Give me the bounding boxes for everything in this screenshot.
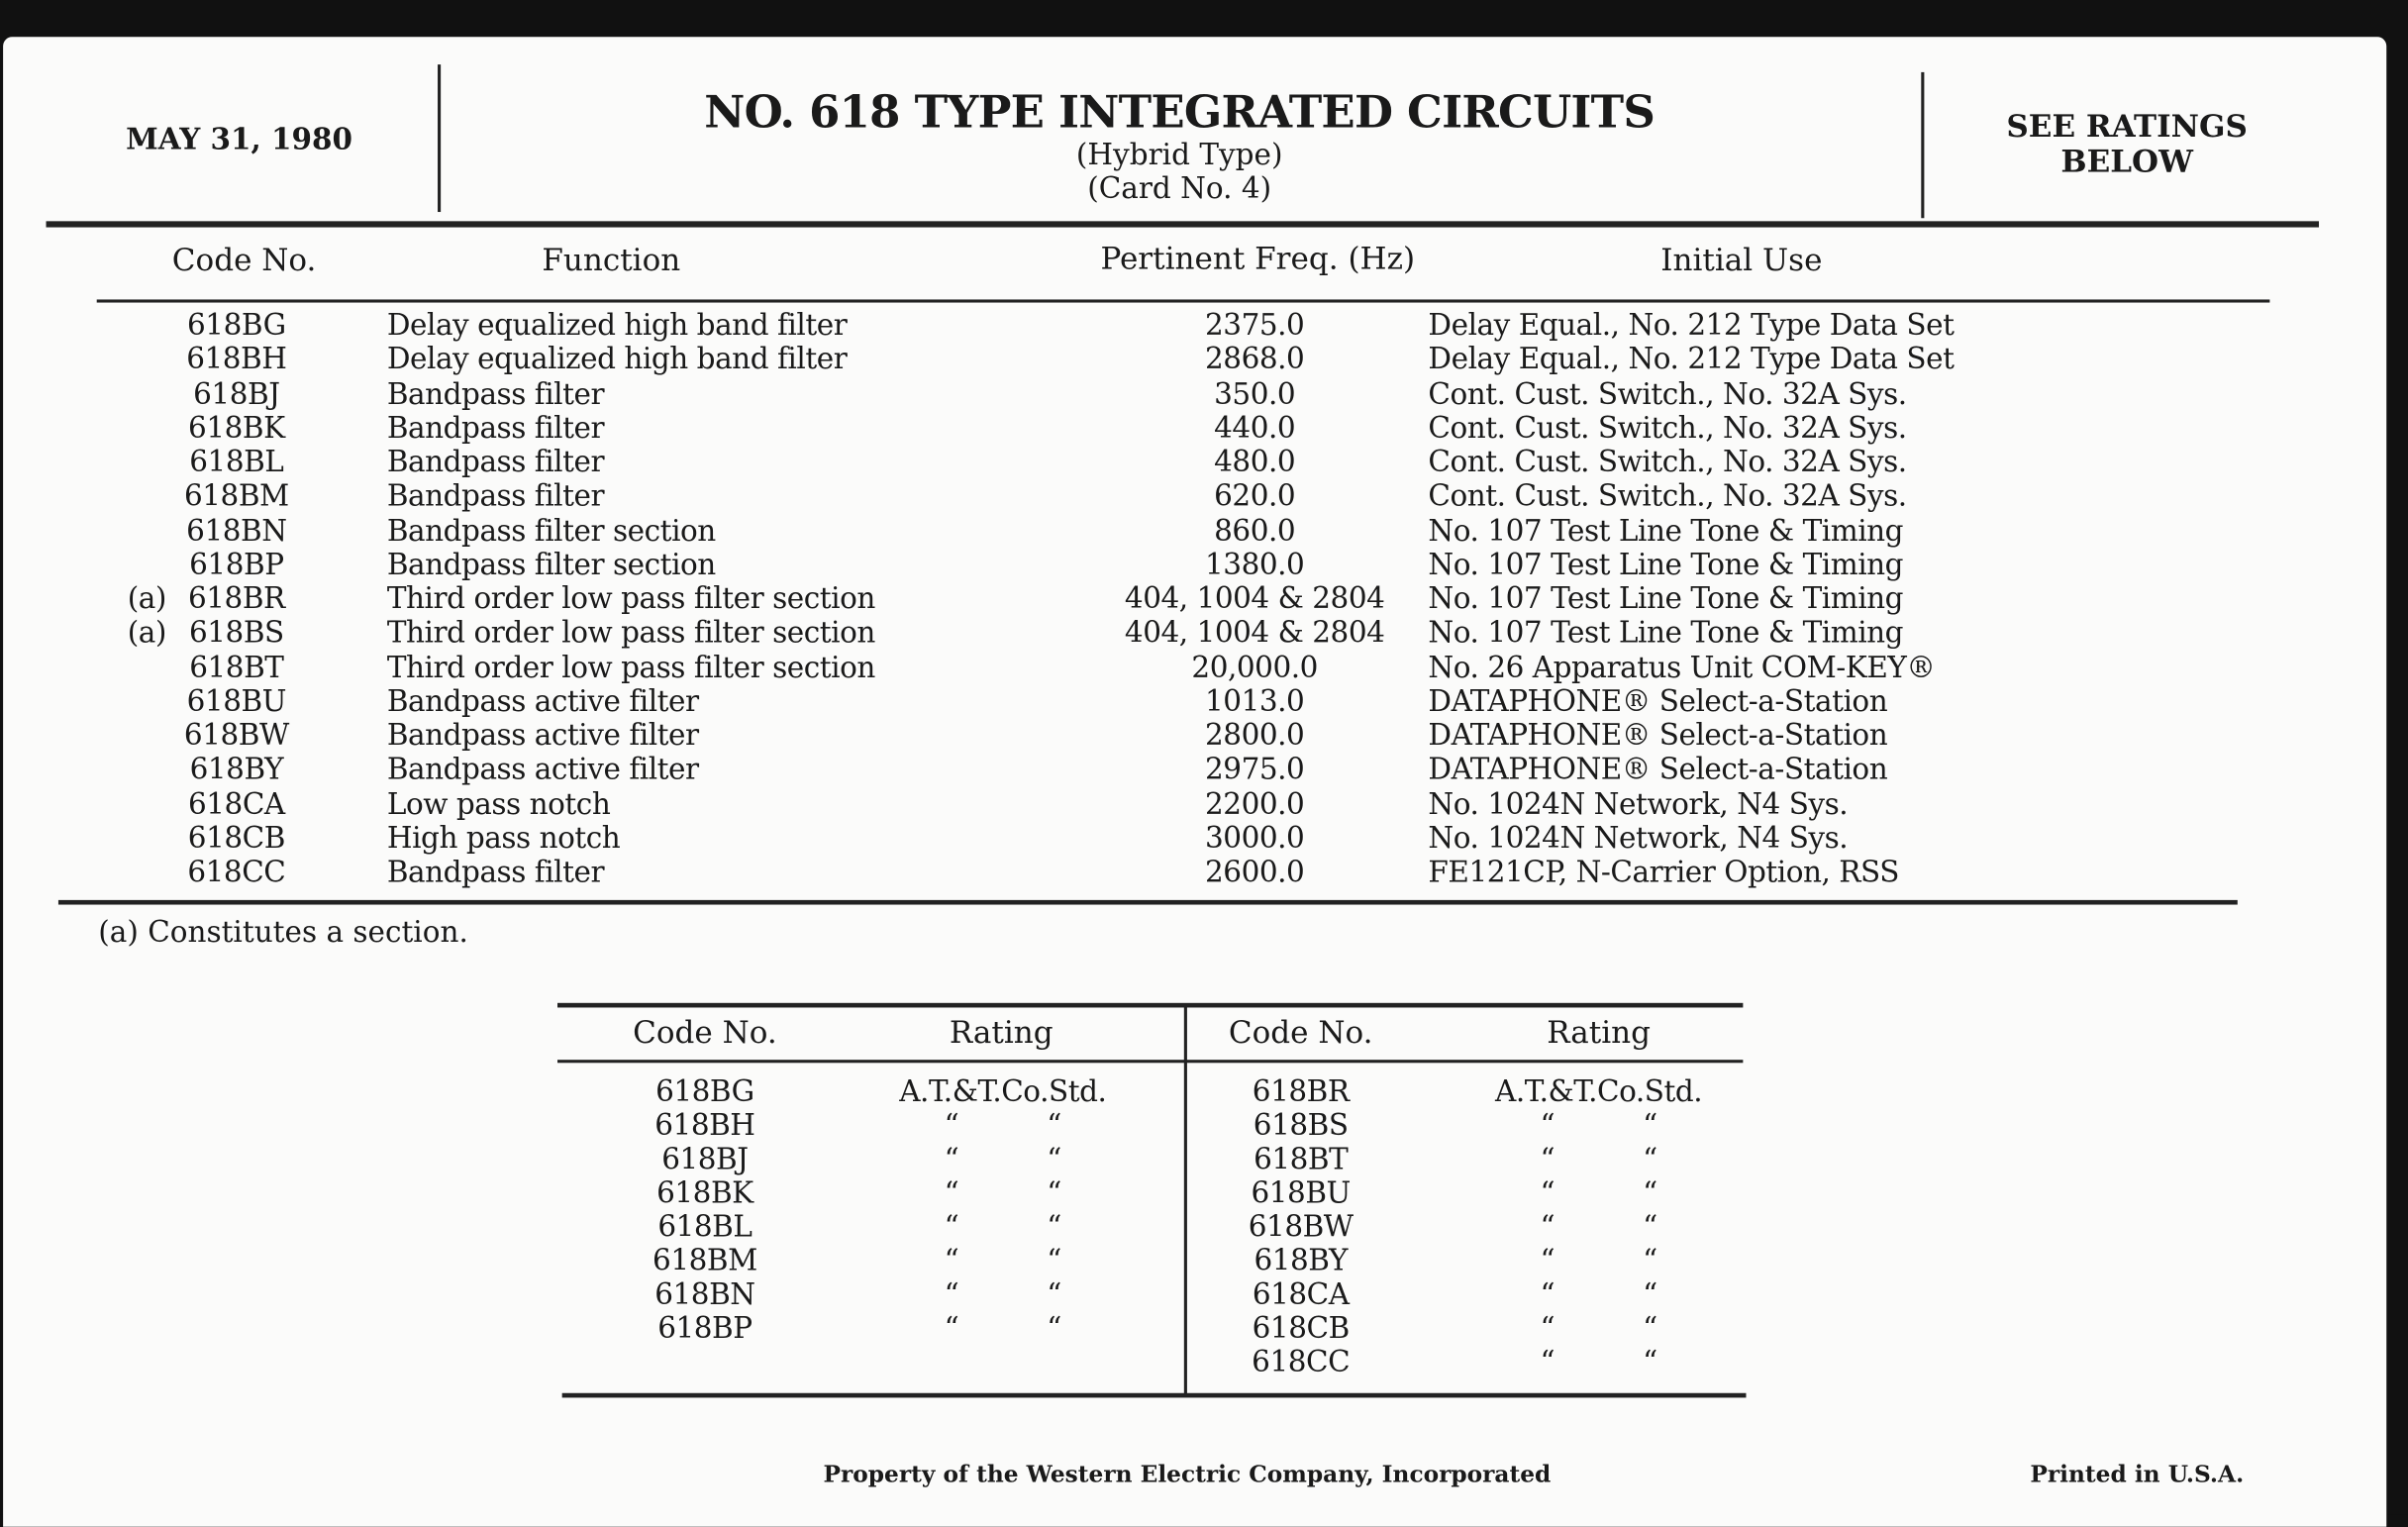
ratings-header-rating: Rating	[949, 1013, 1054, 1051]
row-function: Bandpass filter	[386, 376, 605, 411]
row-freq: 440.0	[1214, 411, 1296, 446]
rating-code: 618BS	[1253, 1108, 1349, 1143]
rating-value: “ “	[944, 1277, 1061, 1312]
row-function: Bandpass filter	[386, 855, 605, 890]
ratings-divider	[1184, 1006, 1187, 1396]
row-use: No. 107 Test Line Tone & Timing	[1428, 616, 1904, 651]
row-use: No. 1024N Network, N4 Sys.	[1428, 786, 1849, 822]
rating-code: 618BL	[657, 1210, 752, 1245]
rating-value: “ “	[944, 1176, 1061, 1211]
row-code: 618BR	[187, 581, 285, 616]
row-freq: 1013.0	[1205, 684, 1305, 719]
section-mark: (a)	[127, 616, 166, 651]
row-code: 618CB	[187, 821, 285, 856]
row-freq: 1380.0	[1205, 548, 1305, 582]
row-freq: 2600.0	[1205, 855, 1305, 890]
row-freq: 404, 1004 & 2804	[1124, 581, 1385, 616]
row-freq: 20,000.0	[1191, 650, 1318, 684]
ratings-header-code: Code No.	[1228, 1013, 1373, 1051]
row-use: Cont. Cust. Switch., No. 32A Sys.	[1428, 376, 1907, 411]
divider	[438, 64, 441, 212]
row-function: Delay equalized high band filter	[386, 308, 848, 343]
rating-value: “ “	[1540, 1345, 1657, 1379]
row-use: Delay Equal., No. 212 Type Data Set	[1428, 308, 1955, 343]
footer-printed: Printed in U.S.A.	[2030, 1461, 2245, 1488]
row-code: 618BK	[188, 411, 285, 446]
rating-value: A.T.&T.Co.Std.	[1495, 1074, 1703, 1109]
footer-property: Property of the Western Electric Company, Incorporated	[823, 1461, 1552, 1488]
rating-code: 618CC	[1252, 1345, 1351, 1379]
row-freq: 480.0	[1214, 445, 1296, 479]
rating-value: “ “	[944, 1210, 1061, 1245]
rating-code: 618BR	[1252, 1074, 1350, 1109]
row-freq: 2975.0	[1205, 753, 1305, 787]
ratings-top-rule	[557, 1003, 1743, 1008]
row-code: 618BJ	[193, 376, 280, 411]
row-use: DATAPHONE® Select-a-Station	[1428, 684, 1888, 719]
row-function: Bandpass filter section	[386, 548, 716, 582]
row-code: 618BH	[186, 343, 287, 377]
row-use: DATAPHONE® Select-a-Station	[1428, 753, 1888, 787]
row-function: Third order low pass filter section	[386, 581, 875, 616]
row-function: Bandpass active filter	[386, 684, 699, 719]
row-code: 618BT	[189, 650, 284, 684]
row-freq: 2375.0	[1205, 308, 1305, 343]
rating-value: “ “	[944, 1108, 1061, 1143]
column-header-code: Code No.	[171, 241, 317, 278]
rating-value: “ “	[1540, 1176, 1657, 1211]
row-use: Delay Equal., No. 212 Type Data Set	[1428, 343, 1955, 377]
row-use: No. 107 Test Line Tone & Timing	[1428, 581, 1904, 616]
ratings-bottom-rule	[562, 1393, 1747, 1398]
row-function: High pass notch	[386, 821, 621, 856]
row-code: 618BY	[189, 753, 284, 787]
row-function: Low pass notch	[386, 786, 611, 822]
row-freq: 350.0	[1214, 376, 1296, 411]
rating-code: 618BN	[654, 1277, 755, 1312]
row-use: No. 107 Test Line Tone & Timing	[1428, 548, 1904, 582]
section-mark: (a)	[127, 581, 166, 616]
ratings-header-rule	[557, 1060, 1743, 1063]
row-freq: 3000.0	[1205, 821, 1305, 856]
rating-code: 618BT	[1254, 1142, 1349, 1177]
table-bottom-rule	[58, 900, 2238, 905]
ratings-note: BELOW	[2060, 143, 2193, 180]
row-freq: 2200.0	[1205, 786, 1305, 822]
row-freq: 2800.0	[1205, 718, 1305, 753]
rating-value: “ “	[1540, 1210, 1657, 1245]
page-title: NO. 618 TYPE INTEGRATED CIRCUITS	[704, 85, 1656, 139]
ratings-header-code: Code No.	[633, 1013, 777, 1051]
row-code: 618CC	[187, 855, 286, 890]
row-use: No. 107 Test Line Tone & Timing	[1428, 513, 1904, 548]
row-code: 618BG	[187, 308, 286, 343]
row-use: No. 26 Apparatus Unit COM-KEY®	[1428, 650, 1936, 684]
column-header-function: Function	[542, 241, 681, 278]
row-function: Delay equalized high band filter	[386, 343, 848, 377]
row-use: No. 1024N Network, N4 Sys.	[1428, 821, 1849, 856]
rating-code: 618BU	[1251, 1176, 1351, 1211]
rating-code: 618BM	[652, 1244, 757, 1278]
rating-code: 618BK	[656, 1176, 753, 1211]
rating-code: 618CB	[1252, 1311, 1350, 1346]
rating-value: A.T.&T.Co.Std.	[899, 1074, 1107, 1109]
row-function: Bandpass filter section	[386, 513, 716, 548]
rating-value: “ “	[944, 1244, 1061, 1278]
ratings-note: SEE RATINGS	[2006, 107, 2248, 145]
rating-value: “ “	[944, 1142, 1061, 1177]
row-code: 618CA	[187, 786, 285, 822]
row-function: Bandpass filter	[386, 411, 605, 446]
footnote: (a) Constitutes a section.	[98, 915, 468, 950]
rating-value: “ “	[1540, 1311, 1657, 1346]
row-use: DATAPHONE® Select-a-Station	[1428, 718, 1888, 753]
rating-value: “ “	[1540, 1244, 1657, 1278]
row-freq: 860.0	[1214, 513, 1296, 548]
row-code: 618BS	[188, 616, 284, 651]
row-freq: 2868.0	[1205, 343, 1305, 377]
row-function: Third order low pass filter section	[386, 650, 875, 684]
rating-value: “ “	[1540, 1277, 1657, 1312]
rating-code: 618BJ	[661, 1142, 749, 1177]
rating-code: 618CA	[1252, 1277, 1350, 1312]
column-header-use: Initial Use	[1660, 241, 1823, 278]
row-function: Bandpass filter	[386, 479, 605, 514]
card-date: MAY 31, 1980	[126, 123, 353, 157]
row-function: Bandpass active filter	[386, 753, 699, 787]
row-use: Cont. Cust. Switch., No. 32A Sys.	[1428, 411, 1907, 446]
row-code: 618BU	[186, 684, 287, 719]
row-function: Bandpass active filter	[386, 718, 699, 753]
rating-value: “ “	[1540, 1142, 1657, 1177]
row-code: 618BM	[183, 479, 289, 514]
row-function: Bandpass filter	[386, 445, 605, 479]
rating-code: 618BG	[655, 1074, 754, 1109]
column-header-rule	[97, 299, 2270, 302]
row-code: 618BP	[189, 548, 284, 582]
header-rule	[47, 221, 2319, 227]
row-code: 618BN	[186, 513, 287, 548]
row-freq: 620.0	[1214, 479, 1296, 514]
row-use: Cont. Cust. Switch., No. 32A Sys.	[1428, 479, 1907, 514]
rating-code: 618BW	[1248, 1210, 1354, 1245]
rating-code: 618BY	[1254, 1244, 1348, 1278]
row-code: 618BL	[189, 445, 284, 479]
subtitle-type: (Hybrid Type)	[1075, 138, 1283, 172]
rating-value: “ “	[1540, 1108, 1657, 1143]
rating-value: “ “	[944, 1311, 1061, 1346]
rating-code: 618BH	[654, 1108, 755, 1143]
row-use: Cont. Cust. Switch., No. 32A Sys.	[1428, 445, 1907, 479]
row-code: 618BW	[183, 718, 289, 753]
divider	[1921, 72, 1924, 218]
rating-code: 618BP	[657, 1311, 752, 1346]
row-freq: 404, 1004 & 2804	[1124, 616, 1385, 651]
ratings-header-rating: Rating	[1547, 1013, 1651, 1051]
subtitle-card: (Card No. 4)	[1087, 171, 1272, 206]
row-use: FE121CP, N-Carrier Option, RSS	[1428, 855, 1899, 890]
column-header-freq: Pertinent Freq. (Hz)	[1100, 239, 1416, 277]
row-function: Third order low pass filter section	[386, 616, 875, 651]
